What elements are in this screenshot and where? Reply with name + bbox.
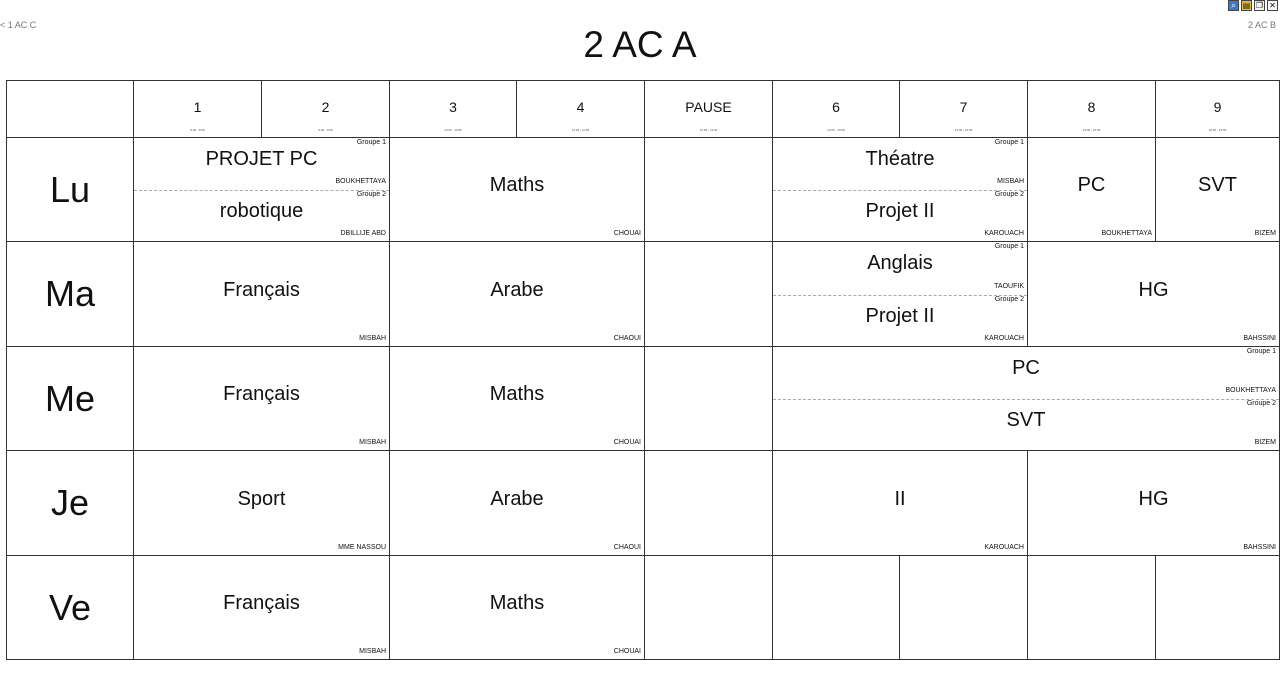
group-divider	[134, 190, 389, 191]
teacher-name: MISBAH	[359, 439, 386, 446]
teacher-name: BAHSSINI	[1243, 544, 1276, 551]
period-header	[516, 80, 645, 138]
period-number: 1	[193, 99, 202, 115]
teacher-name: MME NASSOU	[338, 544, 386, 551]
teacher-name: DBILLIJE ABD	[340, 230, 386, 237]
teacher-name: CHAOUI	[613, 335, 641, 342]
lesson-cell[interactable]	[133, 555, 390, 660]
period-number: 4	[576, 99, 585, 115]
close-icon[interactable]: ✕	[1267, 0, 1278, 11]
lesson-cell[interactable]	[389, 346, 645, 451]
subject-name: Anglais	[867, 252, 933, 275]
subject-name: Arabe	[490, 487, 544, 510]
lesson-cell[interactable]	[389, 555, 645, 660]
teacher-name: CHOUAI	[613, 439, 641, 446]
period-header	[261, 80, 390, 138]
group-divider	[773, 190, 1027, 191]
group-divider	[773, 399, 1279, 400]
page-title: 2 AC A	[583, 24, 697, 65]
subject-name: Français	[223, 383, 300, 405]
period-time: 15:00 - 15:55	[1082, 128, 1101, 132]
group-label: Groupe 1	[994, 243, 1024, 250]
previous-class-link[interactable]: < 1 AC C	[0, 20, 37, 30]
subject-name: HG	[1138, 278, 1169, 301]
period-header	[1155, 80, 1280, 138]
lesson-cell[interactable]	[772, 241, 1028, 347]
period-time: 9:00 - 9:55	[318, 128, 333, 132]
lesson-cell[interactable]	[772, 450, 1028, 556]
group-label: Groupe 2	[1246, 400, 1276, 407]
subject-name: Théatre	[865, 148, 935, 170]
day-label: Je	[6, 450, 134, 556]
group-label: Groupe 2	[356, 191, 386, 198]
lesson-cell[interactable]	[133, 450, 390, 556]
period-number: 8	[1087, 99, 1096, 115]
subject-name: Arabe	[490, 278, 544, 301]
lesson-cell[interactable]	[1027, 450, 1280, 556]
group-label: Groupe 2	[994, 295, 1024, 303]
period-number: 3	[449, 99, 457, 115]
group-divider	[773, 295, 1027, 296]
subject-name: HG	[1138, 487, 1169, 510]
period-number: 7	[959, 99, 968, 115]
empty-cell	[644, 555, 773, 660]
period-time: 16:00 - 16:55	[1208, 128, 1227, 132]
period-header	[899, 80, 1028, 138]
period-header	[772, 80, 900, 138]
lesson-cell[interactable]	[389, 241, 645, 347]
empty-cell	[644, 137, 773, 242]
day-label: Ma	[6, 241, 134, 347]
period-header	[1027, 80, 1156, 138]
period-time: 10:00 - 10:55	[444, 128, 462, 132]
teacher-name: KAROUACH	[984, 230, 1024, 237]
group-label: Groupe 1	[356, 139, 386, 146]
subject-name: Maths	[489, 174, 545, 196]
empty-cell	[899, 555, 1028, 660]
lesson-cell[interactable]	[389, 450, 645, 556]
lesson-cell[interactable]	[133, 346, 390, 451]
empty-cell	[644, 450, 773, 556]
teacher-name: BAHSSINI	[1243, 335, 1276, 342]
period-number: 2	[321, 99, 330, 115]
period-time: 13:00 - 13:55	[827, 128, 845, 132]
group-label: Groupe 1	[1246, 348, 1276, 355]
teacher-name: BOUKHETTAYA	[1101, 230, 1152, 237]
lesson-cell[interactable]	[1027, 241, 1280, 347]
teacher-name: CHOUAI	[613, 230, 641, 237]
period-header	[389, 80, 517, 138]
teacher-name: KAROUACH	[984, 335, 1024, 342]
empty-cell	[1027, 555, 1156, 660]
empty-cell	[772, 555, 900, 660]
subject-name: Sport	[237, 487, 286, 510]
day-label: Me	[6, 346, 134, 451]
period-number: PAUSE	[685, 99, 732, 115]
lesson-cell[interactable]	[133, 137, 390, 242]
teacher-name: MISBAH	[359, 335, 386, 342]
teacher-name: MISBAH	[997, 178, 1024, 185]
lesson-cell[interactable]	[772, 346, 1280, 451]
lesson-cell[interactable]	[1027, 137, 1156, 242]
restore-icon[interactable]: ❐	[1255, 1, 1264, 10]
teacher-name: BIZEM	[1254, 230, 1276, 237]
lesson-cell[interactable]	[1155, 137, 1280, 242]
group-label: Groupe 2	[994, 191, 1024, 198]
empty-cell	[644, 346, 773, 451]
teacher-name: CHAOUI	[613, 544, 641, 551]
subject-name: Projet II	[865, 304, 935, 327]
empty-cell	[1155, 555, 1280, 660]
subject-name: SVT	[1006, 409, 1046, 431]
period-header	[644, 80, 773, 138]
subject-name: Maths	[489, 383, 545, 405]
next-class-link[interactable]: 2 AC B	[1247, 20, 1276, 30]
teacher-name: BIZEM	[1254, 439, 1276, 446]
zoom-icon[interactable]: ⌕	[1228, 0, 1239, 11]
group-label: Groupe 1	[994, 139, 1024, 146]
teacher-name: BOUKHETTAYA	[1225, 387, 1276, 394]
print-icon[interactable]: ▤	[1242, 1, 1251, 10]
period-header	[133, 80, 262, 138]
period-number: 6	[832, 99, 840, 115]
teacher-name: TAOUFIK	[994, 282, 1024, 290]
teacher-name: MISBAH	[359, 648, 386, 655]
subject-name: PC	[1012, 357, 1040, 379]
lesson-cell[interactable]	[133, 241, 390, 347]
subject-name: robotique	[219, 200, 304, 222]
lesson-cell[interactable]	[389, 137, 645, 242]
subject-name: Maths	[489, 592, 545, 614]
subject-name: Français	[223, 592, 300, 614]
day-label: Ve	[6, 555, 134, 660]
teacher-name: CHOUAI	[613, 648, 641, 655]
teacher-name: BOUKHETTAYA	[335, 178, 386, 185]
day-label: Lu	[6, 137, 134, 242]
empty-cell	[644, 241, 773, 347]
teacher-name: KAROUACH	[984, 544, 1024, 551]
subject-name: Français	[223, 278, 300, 301]
period-time: 8:00 - 8:55	[190, 128, 205, 132]
subject-name: PC	[1077, 174, 1106, 196]
period-time: 14:00 - 14:55	[954, 128, 973, 132]
subject-name: SVT	[1198, 174, 1237, 196]
window-toolbar	[1228, 0, 1278, 11]
period-time: 11:00 - 11:55	[571, 128, 590, 132]
lesson-cell[interactable]	[772, 137, 1028, 242]
period-number: 9	[1213, 99, 1222, 115]
subject-name: Projet II	[865, 200, 935, 222]
subject-name: II	[894, 487, 906, 510]
subject-name: PROJET PC	[205, 148, 318, 170]
period-time: 12:00 - 13:00	[699, 128, 718, 132]
corner-cell	[6, 80, 134, 138]
